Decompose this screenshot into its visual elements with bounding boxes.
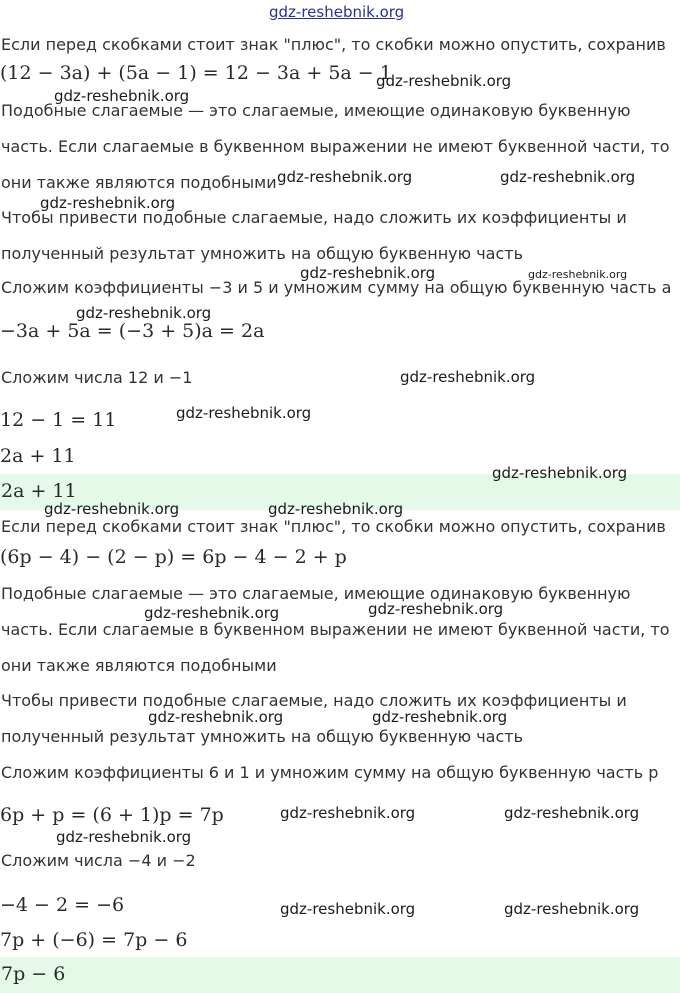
watermark: gdz-reshebnik.org: [280, 804, 416, 822]
watermark: gdz-reshebnik.org: [40, 194, 176, 212]
answer-text: 7p − 6: [1, 963, 66, 985]
rule-plus-parentheses: Если перед скобками стоит знак "плюс", то скобки можно опустить, сохранив: [1, 35, 666, 54]
watermark: gdz-reshebnik.org: [44, 500, 180, 518]
numbers-step: Сложим числа 12 и −1: [1, 368, 193, 387]
watermark: gdz-reshebnik.org: [504, 900, 640, 918]
watermark: gdz-reshebnik.org: [400, 368, 536, 386]
watermark: gdz-reshebnik.org: [504, 804, 640, 822]
coefficient-expression: 6p + p = (6 + 1)p = 7p: [0, 804, 224, 826]
watermark: gdz-reshebnik.org: [376, 72, 512, 90]
like-terms-definition-end: они также являются подобными: [1, 173, 277, 192]
watermark: gdz-reshebnik.org: [277, 168, 413, 186]
watermark: gdz-reshebnik.org: [54, 87, 190, 105]
combine-rule-cont: полученный результат умножить на общую буквенную часть: [1, 244, 524, 263]
numbers-step: Сложим числа −4 и −2: [1, 851, 196, 870]
watermark: gdz-reshebnik.org: [300, 264, 436, 282]
like-terms-definition-cont: часть. Если слагаемые в буквенном выражении не имеют буквенной части, то: [1, 137, 670, 156]
watermark: gdz-reshebnik.org: [268, 500, 404, 518]
watermark: gdz-reshebnik.org: [492, 464, 628, 482]
coefficient-step: Сложим коэффициенты 6 и 1 и умножим сумму на общую буквенную часть p: [1, 763, 659, 782]
watermark: gdz-reshebnik.org: [176, 404, 312, 422]
watermark: gdz-reshebnik.org: [372, 708, 508, 726]
watermark: gdz-reshebnik.org: [500, 168, 636, 186]
watermark: gdz-reshebnik.org: [76, 304, 212, 322]
expression-open-parentheses: (12 − 3a) + (5a − 1) = 12 − 3a + 5a − 1: [0, 62, 392, 84]
like-terms-definition-end: они также являются подобными: [1, 656, 277, 675]
watermark: gdz-reshebnik.org: [528, 268, 628, 281]
watermark-link[interactable]: gdz-reshebnik.org: [269, 3, 405, 21]
like-terms-definition: Подобные слагаемые — это слагаемые, имеющие одинаковую буквенную: [1, 584, 631, 603]
watermark: gdz-reshebnik.org: [368, 600, 504, 618]
combine-rule: Чтобы привести подобные слагаемые, надо сложить их коэффициенты и: [1, 208, 627, 227]
result-expression: 7p + (−6) = 7p − 6: [0, 929, 188, 951]
like-terms-definition-cont: часть. Если слагаемые в буквенном выражении не имеют буквенной части, то: [1, 620, 670, 639]
combine-rule: Чтобы привести подобные слагаемые, надо сложить их коэффициенты и: [1, 691, 627, 710]
watermark: gdz-reshebnik.org: [280, 900, 416, 918]
answer-box: [0, 957, 680, 993]
watermark: gdz-reshebnik.org: [56, 828, 192, 846]
result-expression: 2a + 11: [0, 445, 76, 467]
rule-plus-parentheses: Если перед скобками стоит знак "плюс", то скобки можно опустить, сохранив: [1, 517, 666, 536]
watermark: gdz-reshebnik.org: [144, 604, 280, 622]
coefficient-step: Сложим коэффициенты −3 и 5 и умножим сумму на общую буквенную часть a: [1, 278, 672, 297]
expression-open-parentheses: (6p − 4) − (2 − p) = 6p − 4 − 2 + p: [0, 546, 347, 568]
numbers-expression: −4 − 2 = −6: [0, 894, 125, 916]
combine-rule-cont: полученный результат умножить на общую буквенную часть: [1, 727, 524, 746]
answer-text: 2a + 11: [1, 480, 77, 502]
watermark: gdz-reshebnik.org: [148, 708, 284, 726]
numbers-expression: 12 − 1 = 11: [0, 409, 117, 431]
like-terms-definition: Подобные слагаемые — это слагаемые, имеющие одинаковую буквенную: [1, 101, 631, 120]
coefficient-expression: −3a + 5a = (−3 + 5)a = 2a: [0, 320, 265, 342]
